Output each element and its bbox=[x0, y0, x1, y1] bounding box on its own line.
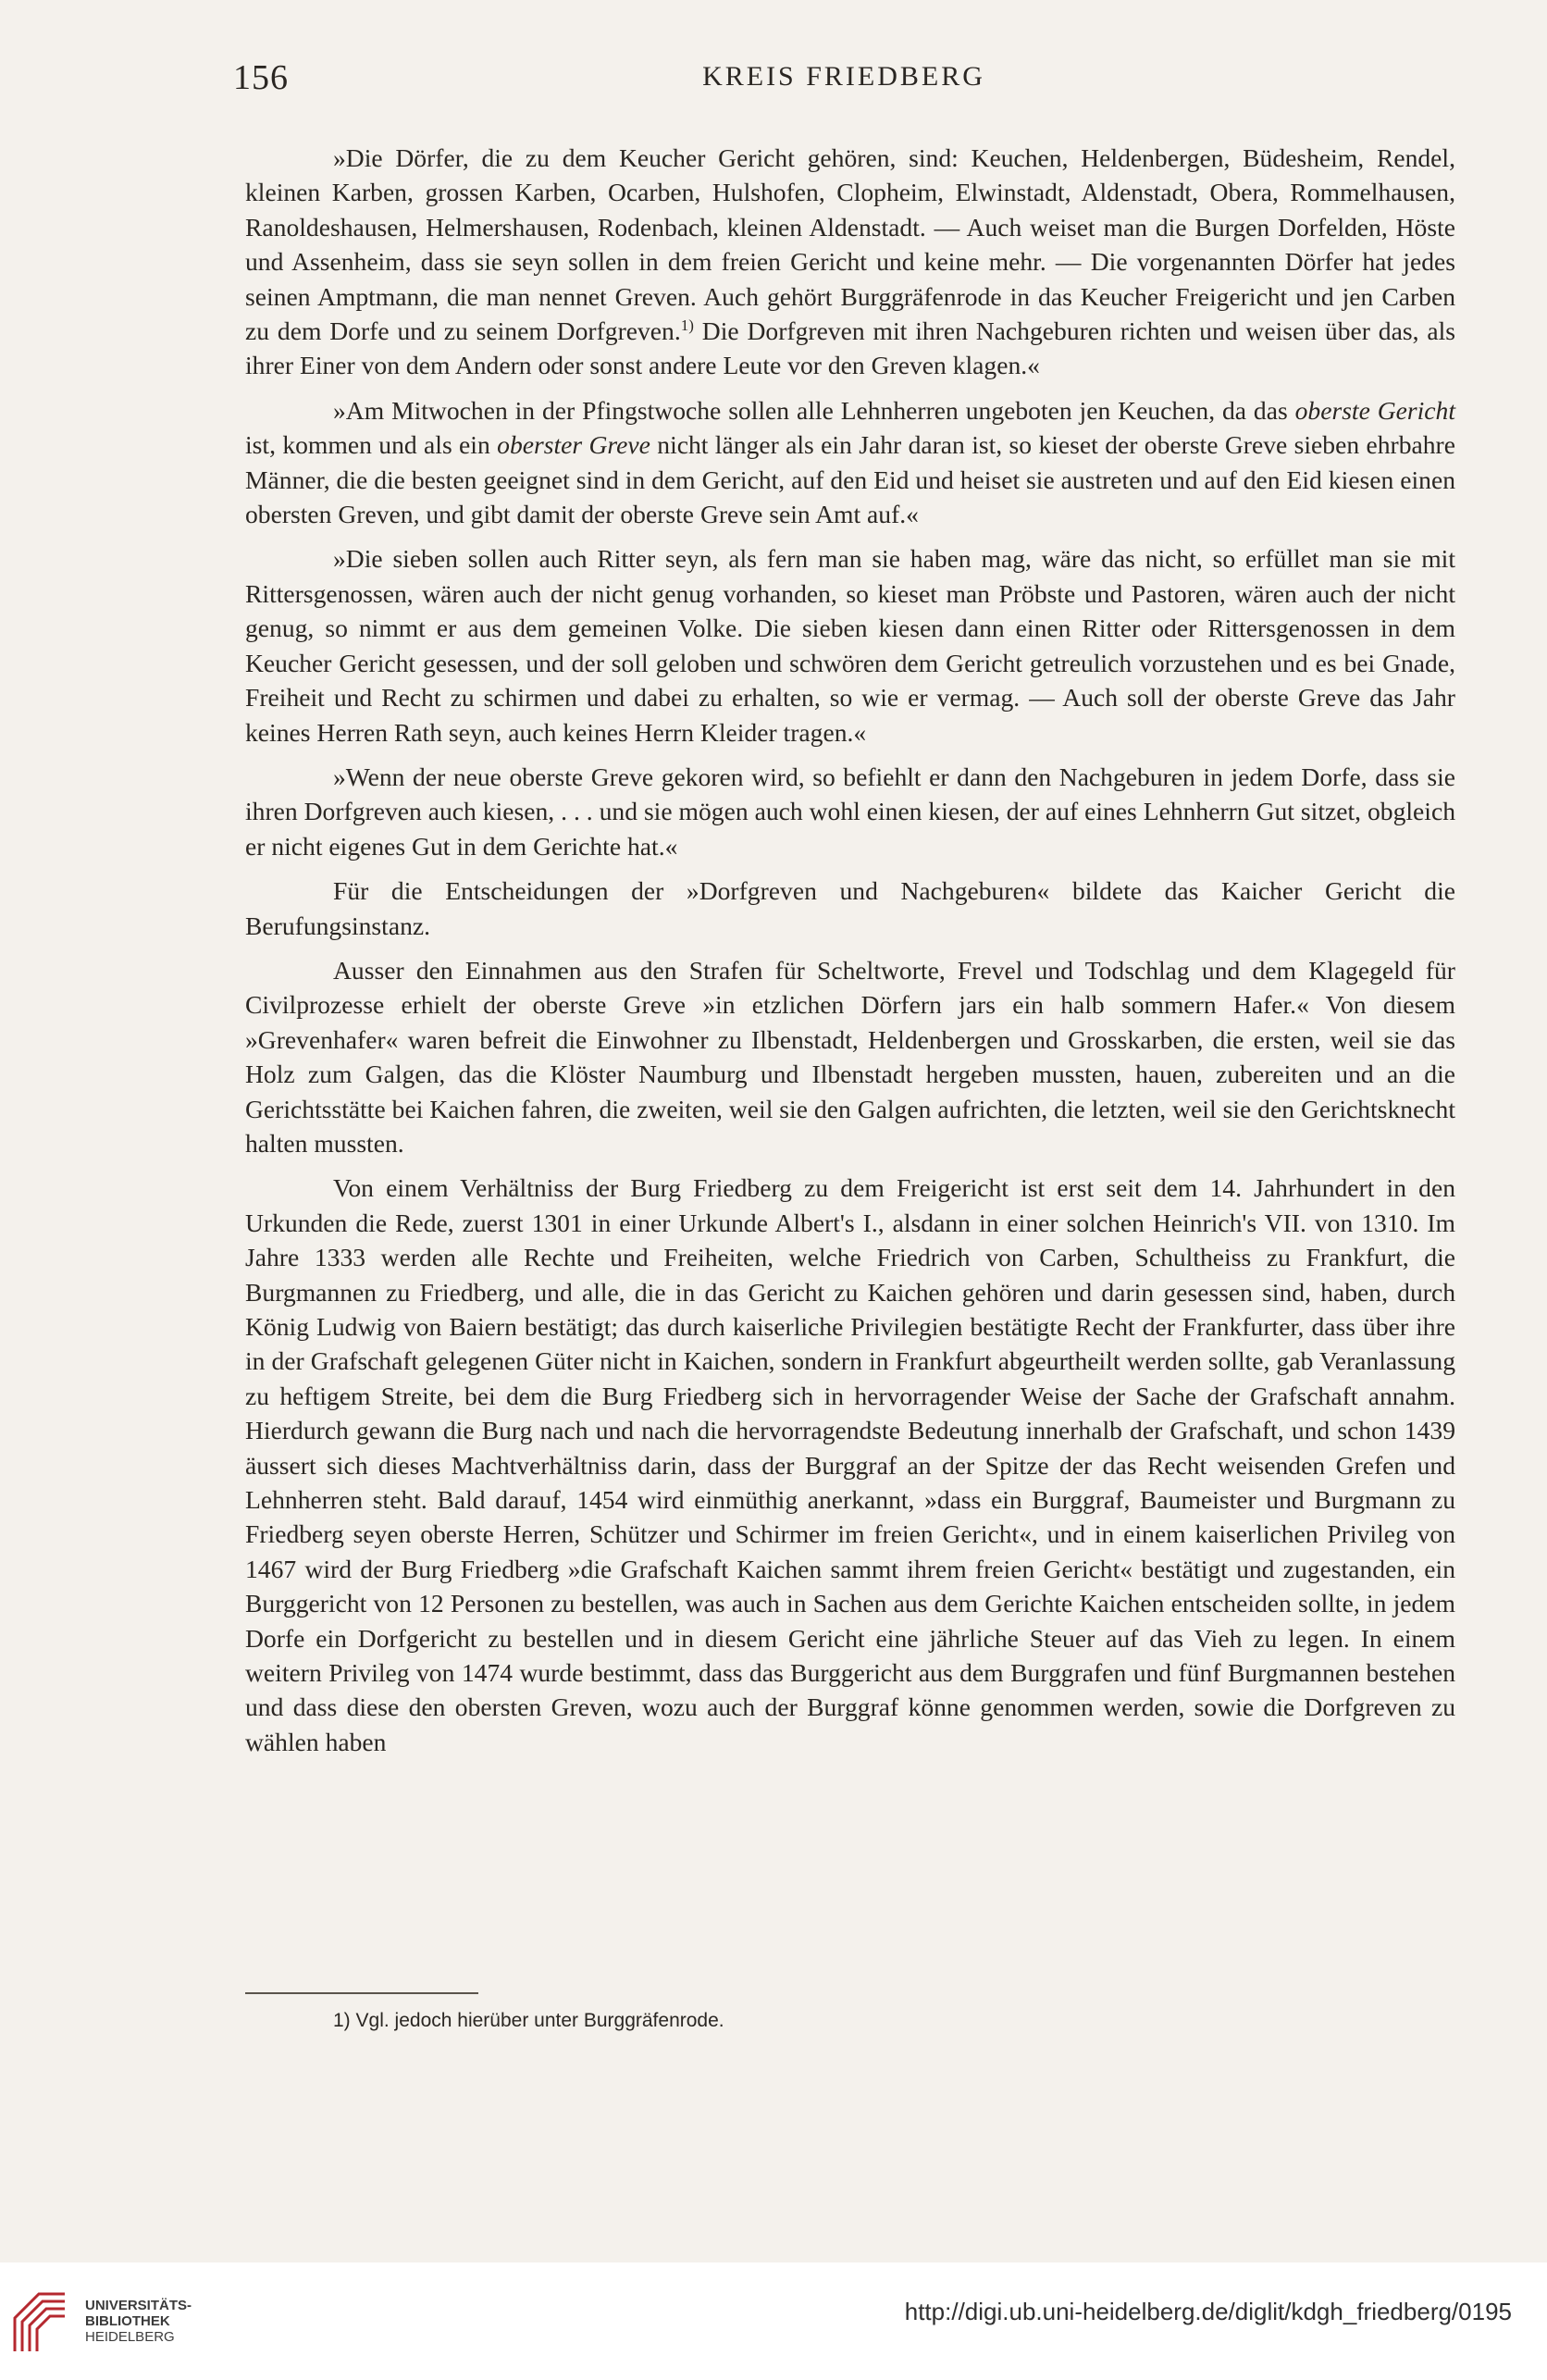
paragraph: »Am Mitwochen in der Pfingstwoche sollen alle Lehnherren ungeboten jen Keuchen, da das oberste Gericht ist, kommen und als ein oberster Greve nicht länger als ein Jahr daran ist, so kieset der oberste Greve sieben ehrbahre Männer, die die besten geeignet sind in dem Gericht, auf den Eid und heiset sie austreten und auf den Eid kiesen einen obersten Greven, und gibt damit der oberste Greve sein Amt auf.« bbox=[245, 395, 1456, 529]
running-head: KREIS FRIEDBERG bbox=[702, 61, 985, 92]
footnote-divider bbox=[245, 1992, 478, 1994]
page-header bbox=[233, 57, 1454, 104]
footnote bbox=[333, 2010, 724, 2032]
paragraph: »Wenn der neue oberste Greve gekoren wird, so befiehlt er dann den Nachgeburen in jedem Dorfe, dass sie ihren Dorfgreven auch kiesen, . . . und sie mögen auch wohl einen kiesen, der auf eines Lehnherrn Gut sitzet, obgleich er nicht eigenes Gut in dem Gerichte hat.« bbox=[245, 762, 1455, 861]
footnote-marker: 1) bbox=[333, 2010, 351, 2031]
paragraph: Für die Entscheidungen der »Dorfgreven und Nachgeburen« bildete das Kaicher Gericht die Berufungsinstanz. bbox=[245, 876, 1455, 940]
viewer-footer bbox=[0, 2262, 1547, 2380]
library-logo[interactable] bbox=[0, 2281, 194, 2364]
paragraph: »Die Dörfer, die zu dem Keucher Gericht gehören, sind: Keuchen, Heldenbergen, Büdesheim, Rendel, kleinen Karben, grossen Karben, Ocarben, Hulshofen, Clopheim, Elwinstadt, Aldenstadt, Obera, Rommelhausen, Ranoldeshausen, Helmershausen, Rodenbach, kleinen Aldenstadt. — Auch weiset man die Burgen Dorfelden, Höste und Assenheim, dass sie seyn sollen in dem freien Gericht und keine mehr. — Die vorgenannten Dörfer hat jedes seinen Amptmann, die man nennet Greven. Auch gehört Burggräfenrode in das Keucher Freigericht und jen Carben zu dem Dorfe und zu seinem Dorfgreven.$^{1)}$ Die Dorfgreven mit ihren Nachgeburen richten und weisen über das, als ihrer Einer von dem Andern oder sonst andere Leute vor den Greven klagen.« bbox=[245, 143, 1456, 380]
paragraph: Ausser den Einnahmen aus den Strafen für Scheltworte, Frevel und Todschlag und dem Klagegeld für Civilprozesse erhielt der oberste Greve »in etzlichen Dörfern jars ein halb sommern Hafer.« Von diesem »Grevenhafer« waren befreit die Einwohner zu Ilbenstadt, Heldenbergen und Grosskarben, die ersten, weil sie das Holz zum Galgen, das die Klöster Naumburg und Ilbenstadt hergeben mussten, hauen, zubereiten und an die Gerichtsstätte bei Kaichen fahren, die zweiten, weil sie den Galgen aufrichten, die letzten, weil sie den Gerichtsknecht halten mussten. bbox=[245, 955, 1455, 1158]
footnote-reference[interactable]: 1) bbox=[680, 316, 694, 334]
emphasis: oberster Greve bbox=[497, 430, 650, 460]
paragraph: »Die sieben sollen auch Ritter seyn, als fern man sie haben mag, wäre das nicht, so erfüllet man sie mit Rittersgenossen, wären auch der nicht genug vorhanden, so kieset man Pröbste und Pastoren, wären auch der nicht genug, so nimmt er aus dem gemeinen Volke. Die sieben kiesen dann einen Ritter oder Rittersgenossen in dem Keucher Gericht gesessen, und der soll geloben und schwören dem Gericht getreulich vorzustehen und es bei Gnade, Freiheit und Recht zu schirmen und dabei zu erhalten, so wie er vermag. — Auch soll der oberste Greve das Jahr keines Herren Rath seyn, auch keines Herrn Kleider tragen.« bbox=[245, 544, 1455, 747]
page-number: 156 bbox=[233, 58, 289, 97]
footnote-text: Vgl. jedoch hierüber unter Burggräfenrode. bbox=[355, 2010, 724, 2031]
body-text bbox=[245, 141, 1455, 1759]
source-url[interactable]: http://digi.ub.uni-heidelberg.de/diglit/kdgh_friedberg/0195 bbox=[904, 2298, 1512, 2325]
paragraph: Von einem Verhältniss der Burg Friedberg zu dem Freigericht ist erst seit dem 14. Jahrhundert in den Urkunden die Rede, zuerst 1301 in einer Urkunde Albert's I., alsdann in einer solchen Heinrich's VII. von 1310. Im Jahre 1333 werden alle Rechte und Freiheiten, welche Friedrich von Carben, Schultheiss zu Frankfurt, die Burgmannen zu Friedberg, und alle, die in das Gericht zu Kaichen gehören und darin gesessen sind, haben, durch König Ludwig von Baiern bestätigt; das durch kaiserliche Privilegien bestätigte Recht der Frankfurter, dass über ihre in der Grafschaft gelegenen Güter nicht in Kaichen, sondern in Frankfurt abgeurtheilt werden sollte, gab Veranlassung zu heftigem Streite, bei dem die Burg Friedberg sich in hervorragender Weise der Sache der Grafschaft annahm. Hierdurch gewann die Burg nach und nach die hervorragendste Bedeutung innerhalb der Grafschaft, und schon 1439 äussert sich dieses Machtverhältniss darin, dass der Burggraf an der Spitze der das Recht weisenden Grefen und Lehnherren steht. Bald darauf, 1454 wird einmüthig anerkannt, »dass ein Burggraf, Baumeister und Burgmann zu Friedberg seyen oberste Herren, Schützer und Schirmer im freien Gericht«, und in einem kaiserlichen Privileg von 1467 wird der Burg Friedberg »die Grafschaft Kaichen sammt ihrem freien Gericht« bestätigt und zugestanden, ein Burggericht von 12 Personen zu bestellen, was auch in Sachen aus dem Gerichte Kaichen entscheiden sollte, in jedem Dorfe ein Dorfgericht zu bestellen und in diesem Gericht eine jährliche Steuer auf das Vieh zu legen. In einem weitern Privileg von 1474 wurde bestimmt, dass das Burggericht aus dem Burggrafen und fünf Burgmannen bestehen und dass diese den obersten Greven, wozu auch der Burggraf könne genommen werden, sowie die Dorfgreven zu wählen haben bbox=[245, 1173, 1455, 1756]
library-logo-icon bbox=[11, 2290, 68, 2355]
library-name: UNIVERSITÄTS- BIBLIOTHEK HEIDELBERG bbox=[85, 2298, 192, 2345]
emphasis: oberste Gericht bbox=[1294, 395, 1456, 425]
